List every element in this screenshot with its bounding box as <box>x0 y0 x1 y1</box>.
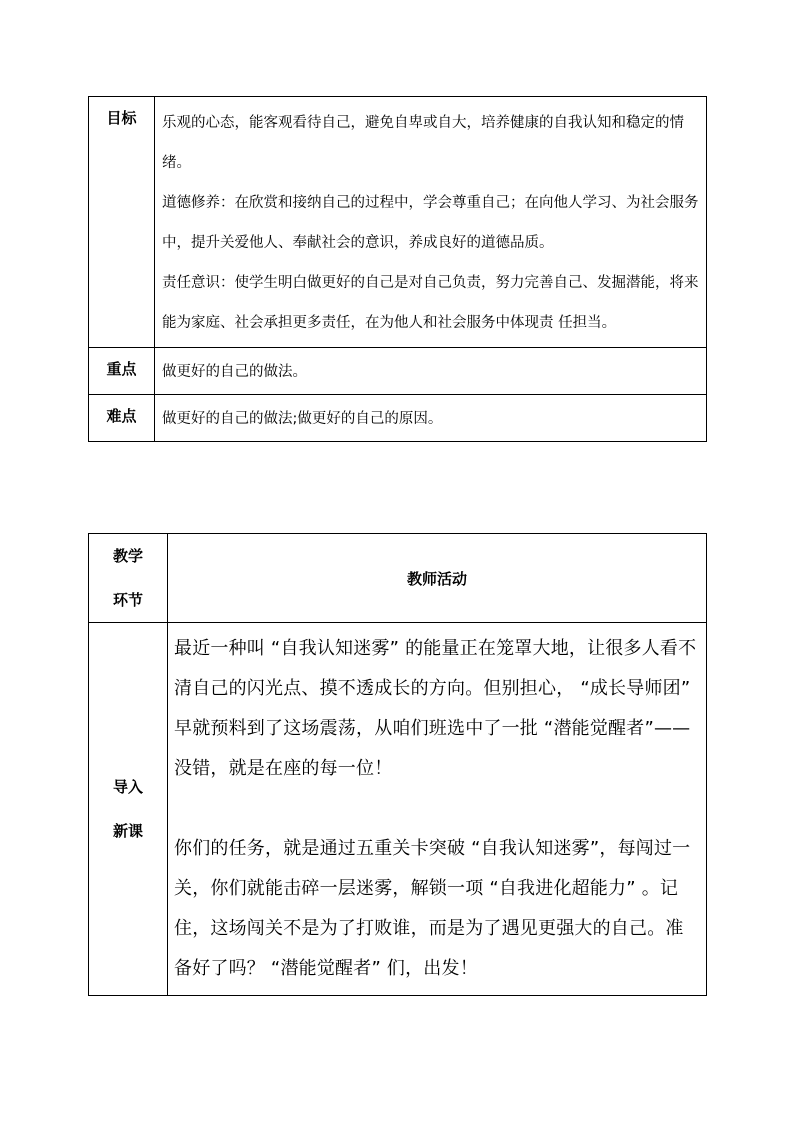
stage-header-line1: 教学 <box>112 547 143 565</box>
activity-header-cell <box>168 534 707 623</box>
intro-stage-line2: 新课 <box>112 822 143 840</box>
key-point-label: 重点 <box>106 360 137 378</box>
difficulty-row <box>89 395 707 442</box>
intro-activity-cell <box>168 623 707 996</box>
key-point-row <box>89 348 707 395</box>
key-point-text: 做更好的自己的做法。 <box>162 364 307 380</box>
goal-content-cell <box>155 97 707 348</box>
goal-paragraph-attitude: 乐观的心态，能客观看待自己，避免自卑或自大，培养健康的自我认知和稳定的情绪。 <box>162 115 684 171</box>
intro-paragraph-2: 你们的任务，就是通过五重关卡突破 “自我认知迷雾”，每闯过一关，你们就能击碎一层迷雾，解锁一项 “自我进化超能力” 。记住，这场闯关不是为了打败谁，而是为了遇见更强大的自己。准备好了吗？ “潜能觉醒者” 们，出发！ <box>174 838 691 979</box>
goal-label-cell <box>89 97 155 348</box>
paragraph-spacer <box>174 789 700 829</box>
activity-header: 教师活动 <box>406 569 467 588</box>
activity-header-row <box>89 534 707 623</box>
goal-paragraph-morality: 道德修养：在欣赏和接纳自己的过程中，学会尊重自己；在向他人学习、为社会服务中，提升关爱他人、奉献社会的意识，养成良好的道德品质。 <box>162 195 699 251</box>
stage-header-cell <box>89 534 168 623</box>
difficulty-content-cell <box>155 395 707 442</box>
difficulty-label-cell <box>89 395 155 442</box>
difficulty-label: 难点 <box>106 407 137 425</box>
intro-stage-line1: 导入 <box>112 778 143 796</box>
difficulty-text: 做更好的自己的做法;做更好的自己的原因。 <box>162 411 443 427</box>
key-point-label-cell <box>89 348 155 395</box>
goal-paragraph-responsibility: 责任意识：使学生明白做更好的自己是对自己负责，努力完善自己、发掘潜能，将来能为家庭、社会承担更多责任，在为他人和社会服务中体现责 任担当。 <box>162 275 699 331</box>
intro-row <box>89 623 707 996</box>
stage-header-line2: 环节 <box>112 591 143 609</box>
key-point-content-cell <box>155 348 707 395</box>
intro-stage-cell <box>89 623 168 996</box>
intro-paragraph-1: 最近一种叫 “自我认知迷雾” 的能量正在笼罩大地，让很多人看不清自己的闪光点、摸不透成长的方向。但别担心， “成长导师团” 早就预料到了这场震荡，从咱们班选中了一批 “潜能觉醒者”—— 没错，就是在座的每一位！ <box>174 638 697 779</box>
teaching-activity-table <box>88 533 707 996</box>
teaching-goals-table <box>88 96 707 442</box>
goal-row <box>89 97 707 348</box>
goal-label: 目标 <box>106 109 137 127</box>
